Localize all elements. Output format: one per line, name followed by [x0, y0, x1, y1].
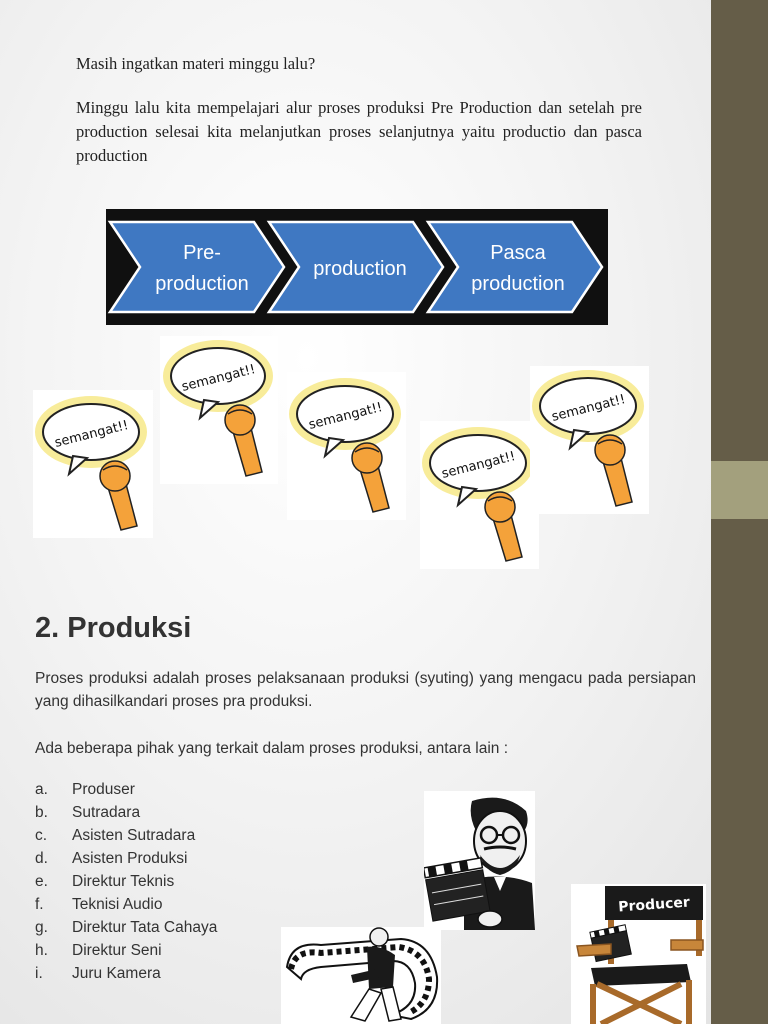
director-clapperboard-illustration	[424, 791, 535, 930]
list-item: a. Produser	[35, 781, 135, 798]
flow-step-pasca-production	[428, 222, 602, 312]
flow-step-production	[269, 222, 443, 312]
flow-step-2-line1: production	[313, 258, 407, 280]
semangat-sticker-1	[33, 390, 153, 538]
roles-list	[35, 778, 217, 985]
list-item: e. Direktur Teknis	[35, 873, 175, 890]
intro-paragraph: Minggu lalu kita mempelajari alur proses produksi Pre Production dan setelah pre production selesai kita melanjutkan proses selanjutnya yaitu productio dan pasca production	[76, 98, 642, 165]
list-item: h. Direktur Seni	[35, 942, 162, 959]
section-description: Proses produksi adalah proses pelaksanaan produksi (syuting) yang mengacu pada persiapan yang dihasilkandari proses pra produksi.	[35, 670, 696, 710]
semangat-sticker-2	[160, 336, 278, 484]
flow-step-3-line2: production	[471, 273, 565, 295]
producer-chair-illustration	[571, 884, 706, 1024]
sticker-text: semangat!!	[180, 362, 257, 395]
flow-step-3-line1: Pasca	[490, 242, 546, 264]
film-reel-illustration	[281, 927, 441, 1024]
flow-step-1-line2: production	[155, 273, 249, 295]
semangat-sticker-4	[420, 421, 539, 569]
sticker-text: semangat!!	[550, 392, 627, 425]
list-intro: Ada beberapa pihak yang terkait dalam proses produksi, antara lain :	[35, 740, 509, 757]
semangat-sticker-5	[530, 366, 649, 514]
intro-text	[76, 52, 642, 168]
list-item: c. Asisten Sutradara	[35, 827, 196, 844]
sticker-text: semangat!!	[440, 449, 517, 482]
side-bar-accent	[711, 461, 768, 519]
list-item: i. Juru Kamera	[35, 965, 161, 982]
flow-step-1-line1: Pre-	[183, 242, 221, 264]
section-title: 2. Produksi	[35, 612, 192, 644]
process-flow-diagram	[106, 209, 608, 325]
sticker-text: semangat!!	[53, 418, 130, 451]
chair-label: Producer	[617, 894, 691, 916]
intro-question: Masih ingatkan materi minggu lalu?	[76, 54, 316, 73]
sticker-text: semangat!!	[307, 400, 384, 433]
list-item: g. Direktur Tata Cahaya	[35, 919, 218, 936]
list-item: b. Sutradara	[35, 804, 141, 821]
list-item: d. Asisten Produksi	[35, 850, 188, 867]
flow-step-pre-production	[110, 222, 284, 312]
semangat-sticker-3	[287, 372, 406, 520]
list-item: f. Teknisi Audio	[35, 896, 163, 913]
